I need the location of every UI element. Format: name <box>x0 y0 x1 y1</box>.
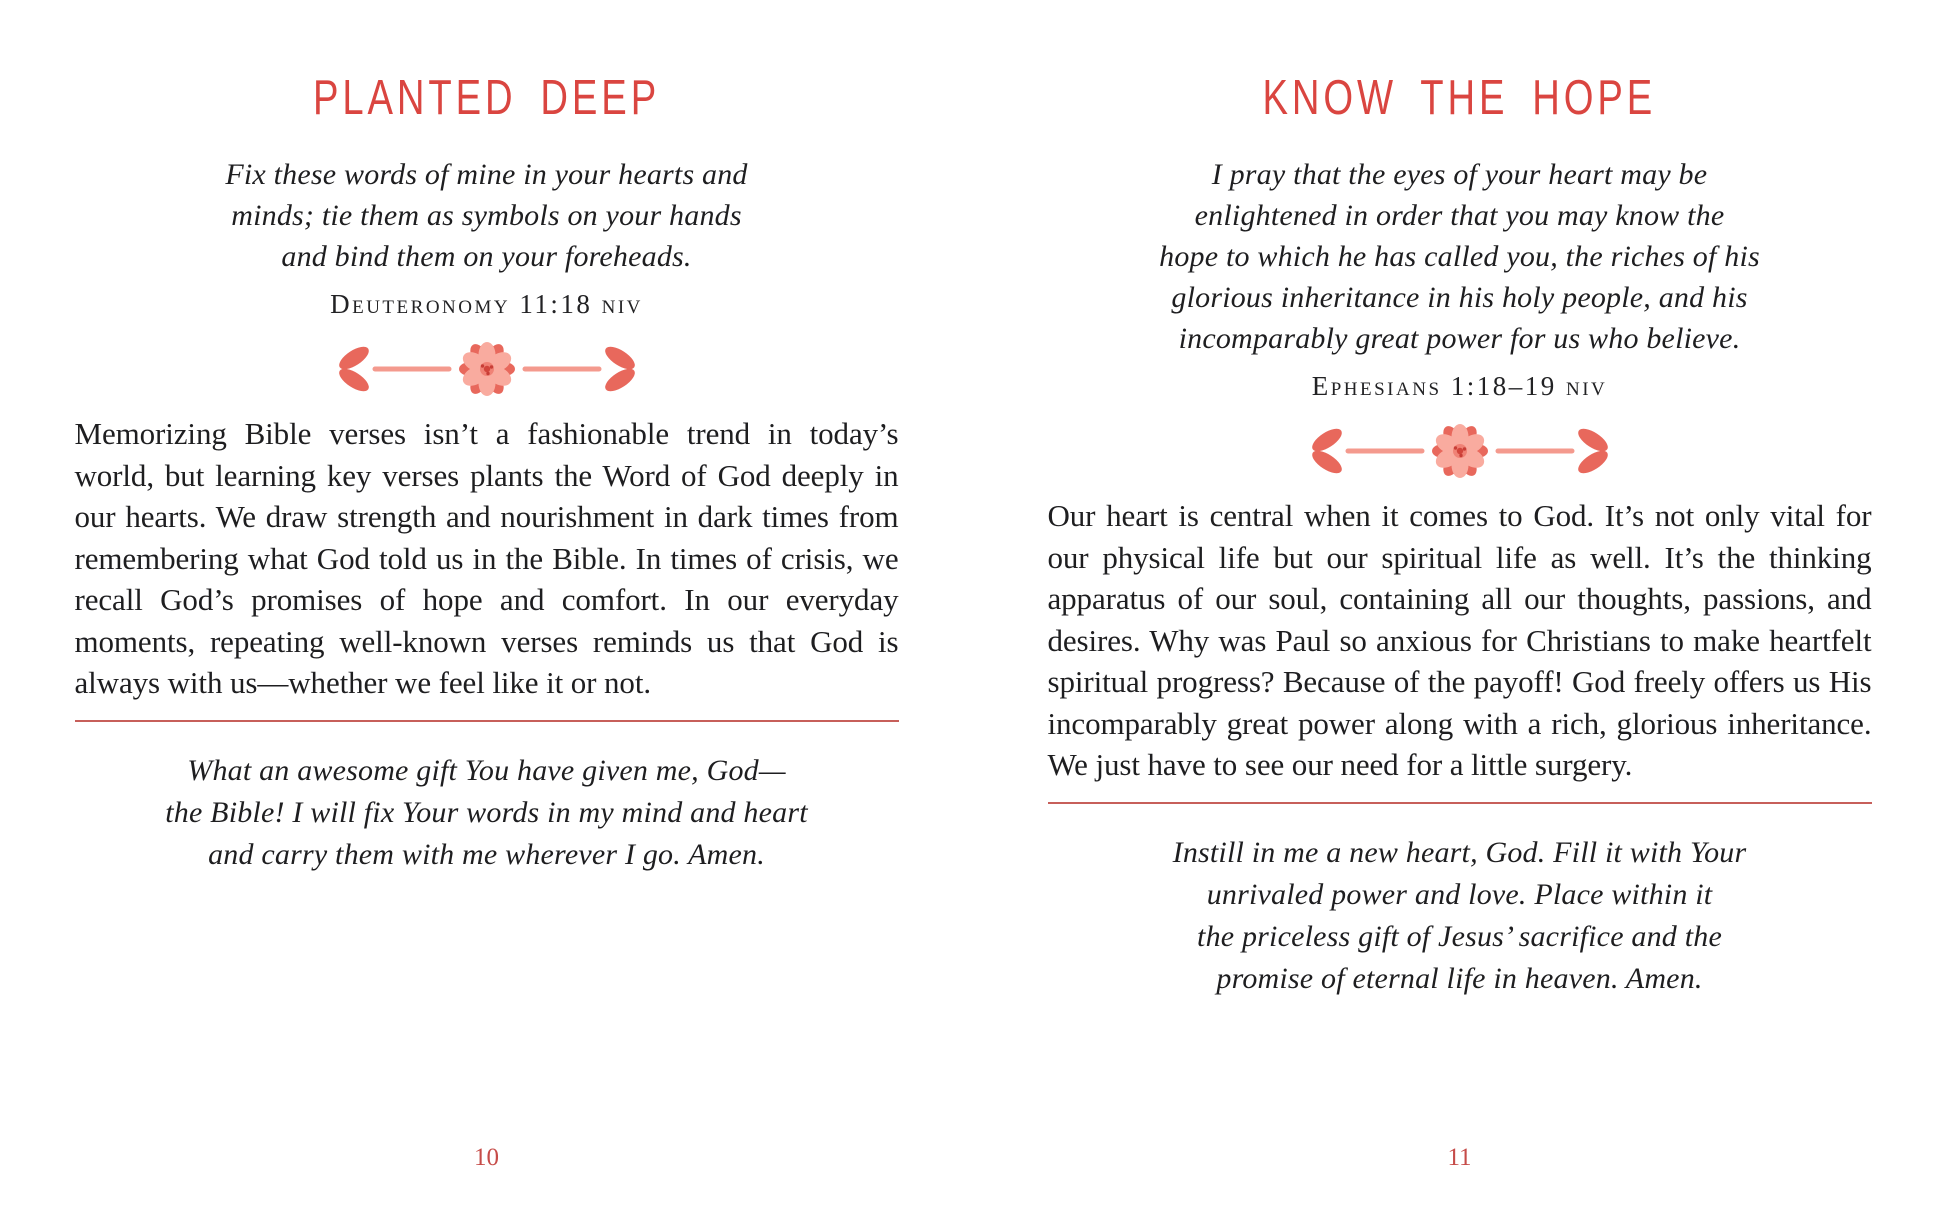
verse-line: incomparably great power for us who believe. <box>1178 322 1741 355</box>
divider-row <box>75 337 899 401</box>
right-page-content <box>1047 71 1872 1000</box>
verse-line: glorious inheritance in his holy people, and his <box>1171 281 1748 314</box>
divider-rule <box>75 720 899 722</box>
prayer-line: Instill in me a new heart, God. Fill it with Your <box>1172 835 1747 869</box>
verse-line: Fix these words of mine in your hearts and <box>225 158 748 191</box>
prayer <box>75 750 899 876</box>
scripture-verse <box>75 154 899 277</box>
devotional-body: Memorizing Bible verses isn’t a fashionable trend in today’s world, but learning key verses plants the Word of God deeply in our hearts. We draw strength and nourishment in dark times from remembering what God told us in the Bible. In times of crisis, we recall God’s promises of hope and comfort. In our everyday moments, repeating well-known verses reminds us that God is always with us—whether we feel like it or not. <box>74 416 899 700</box>
devotional-body: Our heart is central when it comes to God. It’s not only vital for our physical life but our spiritual life as well. It’s the thinking apparatus of our soul, containing all our thoughts, passions, and desires. Why was Paul so anxious for Christians to make heartfelt spiritual progress? Because of the payoff! God freely offers us His incomparably great power along with a rich, glorious inheritance. We just have to see our need for a little surgery. <box>1047 498 1872 782</box>
verse-line: minds; tie them as symbols on your hands <box>231 199 742 232</box>
right-page-title-row <box>1048 71 1872 125</box>
prayer-line: and carry them with me wherever I go. Amen. <box>208 837 765 871</box>
left-page-content <box>74 71 899 876</box>
prayer <box>1048 832 1872 1000</box>
scripture-citation: Deuteronomy 11:18 niv <box>330 289 643 319</box>
page-number: 11 <box>1447 1144 1472 1171</box>
flower-arrow-divider-icon <box>1300 419 1620 483</box>
scripture-verse <box>1048 154 1872 359</box>
verse-line: enlightened in order that you may know the <box>1194 199 1725 232</box>
verse-line: and bind them on your foreheads. <box>281 240 692 273</box>
prayer-line: the priceless gift of Jesus’ sacrifice and the <box>1197 919 1722 953</box>
page-number: 10 <box>474 1144 499 1171</box>
scripture-citation: Ephesians 1:18–19 niv <box>1311 371 1608 401</box>
right-page <box>973 0 1946 1208</box>
page-title: PLANTED DEEP <box>312 71 661 125</box>
divider-row <box>1048 419 1872 483</box>
left-page-title-row <box>75 71 899 125</box>
prayer-line: promise of eternal life in heaven. Amen. <box>1216 961 1703 995</box>
verse-line: hope to which he has called you, the riches of his <box>1159 240 1760 273</box>
divider-rule <box>1048 802 1872 804</box>
prayer-line: unrivaled power and love. Place within it <box>1206 877 1713 911</box>
flower-arrow-divider-icon <box>327 337 647 401</box>
prayer-line: What an awesome gift You have given me, God— <box>187 753 786 787</box>
page-title: KNOW THE HOPE <box>1262 71 1657 125</box>
prayer-line: the Bible! I will fix Your words in my mind and heart <box>165 795 808 829</box>
verse-line: I pray that the eyes of your heart may be <box>1211 158 1708 191</box>
